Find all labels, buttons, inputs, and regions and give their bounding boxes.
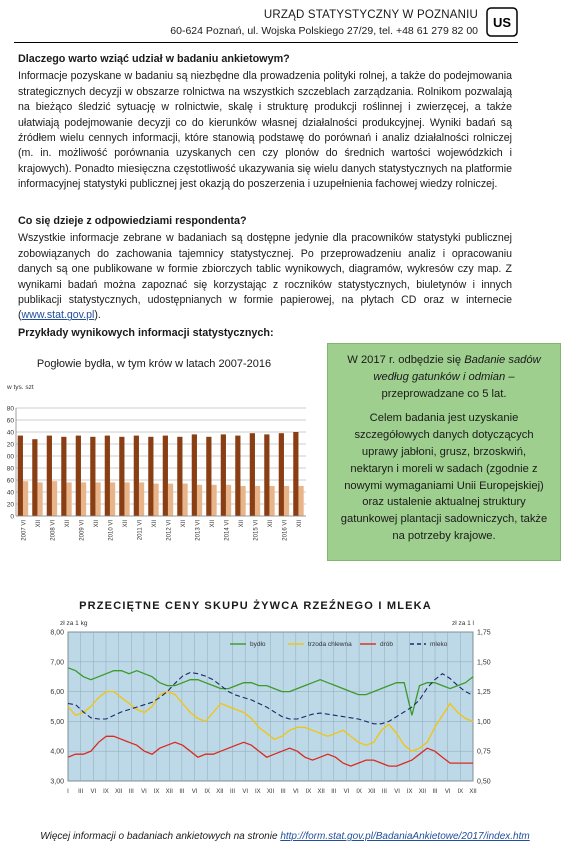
chart1-title: Pogłowie bydła, w tym krów w latach 2007-2016: [36, 358, 272, 370]
chart1-bar-cows: [211, 485, 216, 516]
prices-line-chart: [18, 598, 493, 808]
chart2-ytick-right: 1,25: [477, 689, 491, 697]
chart1-xtick-label: 2013 VI: [195, 520, 202, 541]
chart1-bar-cattle: [148, 437, 153, 516]
chart2-xtick-label: VI: [242, 789, 249, 795]
chart2-xtick-label: VI: [343, 789, 350, 795]
orchard-survey-announcement: W 2017 r. odbędzie się Badanie sadów według gatunków i odmian – przeprowadzane co 5 lat.: [347, 354, 541, 400]
chart1-ytick-label: 40: [6, 429, 14, 437]
chart1-ytick-label: 60: [6, 417, 14, 425]
chart2-xtick-label: IX: [406, 789, 413, 795]
chart2-ytick-right: 0,75: [477, 748, 491, 756]
chart1-xtick-label: XII: [238, 520, 245, 528]
document-header: [0, 0, 570, 48]
chart1-ytick-label: 40: [6, 489, 14, 497]
chart2-legend-label: mleko: [430, 641, 448, 648]
chart2-ylabel-right: zł za 1 l: [451, 620, 474, 627]
chart1-xtick-label: 2012 VI: [166, 520, 173, 541]
chart1-bar-cows: [298, 486, 303, 516]
chart2-xtick-label: IX: [457, 789, 464, 795]
chart1-bar-cows: [168, 484, 173, 516]
chart1-xtick-label: 2016 VI: [282, 520, 289, 541]
section-examples-title: Przykłady wynikowych informacji statystycznych:: [18, 327, 274, 339]
chart2-xtick-label: VI: [90, 789, 97, 795]
chart1-bar-cows: [182, 484, 187, 516]
chart1-ytick-label: 20: [6, 501, 14, 509]
chart2-xtick-label: XII: [317, 789, 325, 795]
chart1-bar-cattle: [206, 437, 211, 516]
chart1-bar-cattle: [105, 436, 110, 516]
chart1-xtick-label: 2008 VI: [50, 520, 57, 541]
chart1-bar-cows: [52, 481, 57, 516]
chart2-xtick-label: VI: [394, 789, 400, 795]
chart1-bar-cows: [23, 481, 28, 516]
chart1-bar-cattle: [264, 434, 269, 516]
chart2-xtick-label: IX: [204, 789, 211, 795]
chart1-bar-cows: [284, 486, 289, 516]
section-responses-title: Co się dzieje z odpowiedziami respondenta?: [18, 215, 247, 227]
chart1-bar-cows: [255, 486, 260, 516]
chart2-ytick-left: 6,00: [50, 689, 64, 697]
chart2-xtick-label: III: [280, 789, 286, 795]
chart2-xtick-label: XII: [216, 789, 224, 795]
chart1-bar-cows: [197, 485, 202, 516]
chart2-xtick-label: III: [179, 789, 185, 795]
chart2-xtick-label: XII: [418, 789, 427, 795]
chart1-bar-cattle: [192, 434, 197, 516]
chart2-xtick-label: VI: [191, 789, 198, 795]
chart1-bar-cattle: [177, 437, 182, 516]
chart1-bar-cattle: [76, 436, 81, 516]
header-divider: [14, 42, 518, 43]
section-responses-body: Wszystkie informacje zebrane w badaniach są dostępne jedynie dla pracowników statystyki publicznej zobowiązanych do zachowania tajemnicy statystycznej. Po przeprowadzeniu analiz i opracowaniu danych są one publikowane w formie zbiorczych tablic wynikowych, diagramów, wykresów czy map. Z wynikami badań można zapoznać się korzystając z roczników statystycznych, biuletynów i innych publikacji statystycznych, udostępnianych w formie papierowej, na płytach CD oraz w internecie (www.stat.gov.pl).: [18, 232, 512, 322]
chart1-ytick-label: 0: [10, 513, 14, 521]
stat-gov-link[interactable]: www.stat.gov.pl: [21, 309, 95, 322]
chart2-svg: [18, 598, 493, 808]
footer-note: Więcej informacji o badaniach ankietowych na stronie http://form.stat.gov.pl/BadaniaAnkietowe/2017/index.htm: [40, 831, 530, 842]
chart1-xtick-label: 2009 VI: [79, 520, 86, 541]
chart2-ytick-right: 1,00: [477, 718, 491, 726]
us-logo-icon: [486, 7, 518, 37]
chart1-bar-cattle: [119, 437, 124, 516]
chart2-ytick-left: 8,00: [50, 629, 64, 637]
section-why: [18, 52, 512, 193]
chart2-ylabel-left: zł za 1 kg: [60, 620, 88, 627]
chart2-xtick-label: IX: [255, 789, 261, 795]
chart2-ytick-left: 3,00: [50, 778, 64, 786]
chart1-ylabel: w tys. szt: [7, 384, 34, 391]
cattle-bar-chart: [4, 355, 310, 570]
chart2-xtick-label: III: [381, 789, 387, 795]
chart1-bar-cattle: [293, 432, 298, 516]
chart1-xtick-label: XII: [267, 520, 274, 528]
chart1-bar-cows: [110, 482, 115, 516]
chart2-xtick-label: III: [230, 789, 236, 795]
section-responses: [18, 214, 512, 324]
orchard-survey-info-box: [327, 343, 561, 561]
chart1-bar-cows: [226, 485, 231, 516]
chart2-xtick-label: IX: [103, 789, 109, 795]
chart2-ytick-left: 4,00: [50, 748, 64, 756]
chart2-xtick-label: III: [331, 789, 337, 795]
chart2-xtick-label: III: [128, 789, 134, 795]
chart1-ytick-label: 80: [6, 465, 14, 473]
chart1-bar-cows: [153, 484, 158, 516]
chart1-xtick-label: XII: [64, 520, 71, 528]
chart2-xtick-label: VI: [292, 789, 299, 795]
svg-text:US: US: [492, 15, 512, 30]
chart2-xtick-label: III: [432, 789, 438, 795]
chart2-xtick-label: XII: [114, 789, 123, 795]
chart2-ytick-right: 1,75: [477, 629, 491, 637]
chart1-bar-cattle: [279, 433, 284, 516]
section-examples: [18, 326, 512, 343]
chart1-bar-cattle: [32, 439, 37, 516]
chart1-bar-cattle: [61, 437, 66, 516]
chart1-bar-cows: [139, 482, 144, 516]
org-address: 60-624 Poznań, ul. Wojska Polskiego 27/29, tel. +48 61 279 82 00: [170, 25, 478, 37]
chart1-xtick-label: 2011 VI: [137, 520, 144, 541]
chart2-xtick-label: VI: [444, 789, 451, 795]
chart2-xtick-label: IX: [153, 789, 160, 795]
chart2-xtick-label: XII: [469, 789, 477, 795]
chart1-bar-cattle: [221, 434, 226, 516]
chart2-xtick-label: XII: [165, 789, 173, 795]
chart1-bar-cattle: [250, 433, 255, 516]
chart2-legend-label: drób: [380, 641, 394, 648]
chart1-bar-cows: [81, 482, 86, 516]
chart2-xtick-label: VI: [141, 789, 147, 795]
chart1-bar-cows: [66, 482, 71, 516]
chart2-xtick-label: I: [67, 789, 69, 795]
chart1-bar-cattle: [134, 436, 139, 516]
chart1-bar-cattle: [47, 436, 52, 516]
chart2-title: PRZECIĘTNE CENY SKUPU ŻYWCA RZEŹNEGO I MLEKA: [79, 600, 432, 612]
survey-info-link[interactable]: http://form.stat.gov.pl/BadaniaAnkietowe/2017/index.htm: [280, 831, 530, 842]
chart1-xtick-label: XII: [180, 520, 187, 528]
orchard-survey-goal: Celem badania jest uzyskanie szczegółowych danych dotyczących uprawy jabłoni, grusz, brzoskwiń, nektaryn i moreli w sadach (zgodnie z nowymi wymaganiami Unii Europejskiej) oraz ustalenie aktualnej struktury gatunkowej plantacji sadowniczych, także na potrzeby krajowe.: [340, 412, 548, 542]
chart1-bar-cattle: [163, 436, 168, 516]
section-why-body: Informacje pozyskane w badaniu są niezbędne dla prowadzenia polityki rolnej, a także do podejmowania strategicznych decyzji w obszarze rolnictwa na wszystkich szczeblach zarządzania. Rolnikom pozwalają na bieżąco śledzić sytuację w rolnictwie, skalę i strukturę produkcji roślinnej i zwierzęcej, a także ułatwiają podejmowanie decyzji co do kierunków własnej działalności produkcyjnej. Wyniki badań są źródłem wielu cennych informacji, które stanowią podstawę do porównań i analiz działalności rolniczej (m. in. możliwość porównania uzyskanych cen czy plonów do średnich wartości wojewódzkich i krajowych). Ponadto miesięczna częstotliwość ukazywania się wielu danych statystycznych na platformie informacyjnej statystyki publicznej jest okazją do poszerzenia i uzupełnienia fachowej wiedzy rolniczej.: [18, 70, 512, 191]
chart1-ytick-label: 60: [6, 477, 14, 485]
chart1-xtick-label: XII: [122, 520, 129, 528]
chart1-bar-cows: [124, 482, 129, 516]
chart1-bar-cattle: [235, 436, 240, 516]
chart2-xtick-label: III: [78, 789, 84, 795]
chart1-bar-cows: [240, 486, 245, 516]
chart2-ytick-right: 1,50: [477, 659, 491, 667]
chart1-ytick-label: 20: [6, 441, 14, 449]
chart1-bar-cows: [95, 482, 100, 516]
section-why-title: Dlaczego warto wziąć udział w badaniu ankietowym?: [18, 53, 290, 65]
chart2-xtick-label: IX: [356, 789, 362, 795]
chart2-xtick-label: IX: [305, 789, 312, 795]
chart1-bar-cows: [269, 486, 274, 516]
chart2-legend-label: trzoda chlewna: [308, 641, 352, 648]
chart1-bar-cattle: [90, 437, 95, 516]
org-name: URZĄD STATYSTYCZNY W POZNANIU: [263, 9, 478, 21]
chart2-ytick-left: 5,00: [50, 718, 64, 726]
chart1-bar-cattle: [18, 436, 23, 516]
chart1-xtick-label: XII: [209, 520, 216, 528]
chart1-svg: [4, 355, 310, 570]
chart2-legend-label: bydło: [250, 641, 266, 648]
chart2-ytick-right: 0,50: [477, 778, 491, 786]
chart1-xtick-label: XII: [151, 520, 158, 528]
chart2-ytick-left: 7,00: [50, 659, 64, 667]
chart1-xtick-label: XII: [35, 520, 42, 528]
chart1-xtick-label: XII: [93, 520, 100, 528]
chart1-xtick-label: 2007 VI: [21, 520, 28, 541]
chart1-xtick-label: 2014 VI: [224, 520, 231, 541]
chart2-xtick-label: XII: [368, 789, 376, 795]
chart1-bar-cows: [37, 482, 42, 516]
chart1-ytick-label: 00: [6, 453, 14, 461]
chart1-xtick-label: XII: [296, 520, 303, 528]
chart2-xtick-label: XII: [266, 789, 275, 795]
chart1-ytick-label: 80: [6, 405, 14, 413]
chart1-xtick-label: 2010 VI: [108, 520, 115, 541]
chart1-xtick-label: 2015 VI: [253, 520, 260, 541]
